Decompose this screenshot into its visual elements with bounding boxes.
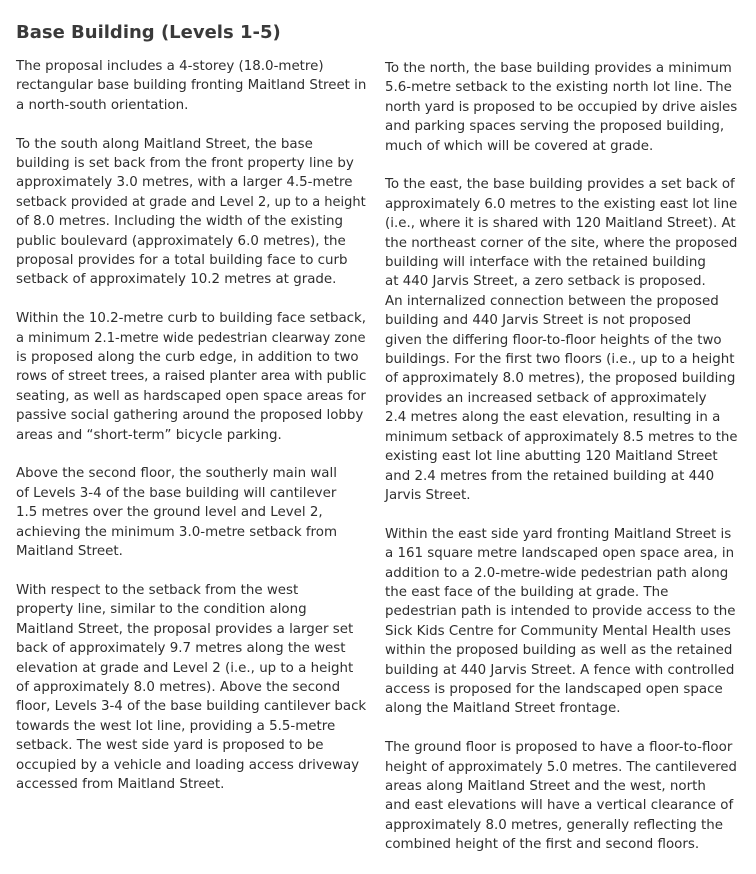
text-line: is proposed along the curb edge, in addition to two: [16, 350, 359, 366]
text-line: addition to a 2.0-metre-wide pedestrian path along: [385, 565, 729, 581]
text-line: To the south along Maitland Street, the base: [16, 136, 313, 152]
text-line: proposal provides for a total building face to curb: [16, 253, 348, 269]
text-line: the northeast corner of the site, where the proposed: [385, 235, 738, 251]
text-line: access is proposed for the landscaped open space: [385, 681, 723, 697]
text-line: setback. The west side yard is proposed to be: [16, 738, 324, 754]
paragraph: [16, 57, 366, 115]
text-line: of approximately 8.0 metres), the proposed building: [385, 371, 736, 387]
paragraph: [385, 175, 737, 505]
text-line: elevation at grade and Level 2 (i.e., up to a height: [16, 660, 354, 676]
text-line: along the Maitland Street frontage.: [385, 701, 621, 717]
text-line: seating, as well as hardscaped open space areas for: [16, 388, 366, 404]
text-line: the east face of the building at grade. The: [385, 584, 669, 600]
text-line: within the proposed building as well as the retained: [385, 643, 733, 659]
text-line: setback provided at grade and Level 2, up to a height: [16, 194, 366, 210]
text-line: Maitland Street, the proposal provides a larger set: [16, 621, 354, 637]
text-line: setback of approximately 10.2 metres at grade.: [16, 272, 337, 288]
text-line: Within the 10.2-metre curb to building face setback,: [16, 311, 366, 327]
text-line: pedestrian path is intended to provide access to the: [385, 604, 736, 620]
text-line: 1.5 metres over the ground level and Level 2,: [16, 505, 323, 521]
text-line: combined height of the first and second floors.: [385, 837, 700, 853]
text-line: buildings. For the first two floors (i.e., up to a height: [385, 352, 735, 368]
text-line: Jarvis Street.: [385, 487, 471, 503]
text-line: areas along Maitland Street and the west, north: [385, 778, 706, 794]
text-line: approximately 3.0 metres, with a larger 4.5-metre: [16, 175, 353, 191]
text-line: To the east, the base building provides a set back of: [385, 177, 735, 193]
text-line: approximately 8.0 metres, generally reflecting the: [385, 817, 723, 833]
text-line: areas and “short-term” bicycle parking.: [16, 427, 282, 443]
text-line: towards the west lot line, providing a 5.5-metre: [16, 718, 336, 734]
text-line: Maitland Street.: [16, 544, 123, 560]
text-line: accessed from Maitland Street.: [16, 776, 225, 792]
section-heading: Base Building (Levels 1-5): [16, 22, 281, 43]
text-line: (i.e., where it is shared with 120 Maitland Street). At: [385, 216, 736, 232]
text-line: and parking spaces serving the proposed building,: [385, 119, 725, 135]
text-line: property line, similar to the condition along: [16, 602, 307, 618]
paragraph: [385, 738, 737, 854]
text-line: The ground floor is proposed to have a floor-to-floor: [385, 740, 733, 756]
right-text-column: [385, 59, 737, 874]
text-line: north yard is proposed to be occupied by drive aisles: [385, 99, 738, 115]
text-line: floor, Levels 3-4 of the base building cantilever back: [16, 699, 367, 715]
paragraph: [16, 309, 366, 445]
text-line: 5.6-metre setback to the existing north lot line. The: [385, 80, 732, 96]
text-line: at 440 Jarvis Street, a zero setback is proposed.: [385, 274, 706, 290]
paragraph: [16, 135, 366, 290]
text-line: back of approximately 9.7 metres along the west: [16, 641, 346, 657]
paragraph: [385, 59, 737, 156]
text-line: Above the second floor, the southerly main wall: [16, 466, 337, 482]
paragraph: [385, 525, 737, 719]
text-line: rows of street trees, a raised planter area with public: [16, 369, 367, 385]
text-line: much of which will be covered at grade.: [385, 138, 654, 154]
text-line: a north-south orientation.: [16, 97, 189, 113]
paragraph: [16, 581, 366, 794]
text-line: of approximately 8.0 metres). Above the second: [16, 679, 341, 695]
text-line: The proposal includes a 4-storey (18.0-metre): [16, 59, 324, 74]
text-line: and 2.4 metres from the retained building at 440: [385, 468, 715, 484]
left-text-column: [16, 57, 366, 814]
text-line: minimum setback of approximately 8.5 metres to the: [385, 429, 738, 445]
text-line: An internalized connection between the proposed: [385, 293, 719, 309]
text-line: public boulevard (approximately 6.0 metres), the: [16, 233, 346, 249]
text-line: of Levels 3-4 of the base building will cantilever: [16, 485, 337, 501]
text-line: given the differing floor-to-floor heights of the two: [385, 332, 722, 348]
text-line: building and 440 Jarvis Street is not proposed: [385, 313, 692, 329]
text-line: building will interface with the retained building: [385, 255, 706, 271]
text-line: Sick Kids Centre for Community Mental Health uses: [385, 623, 731, 639]
text-line: occupied by a vehicle and loading access driveway: [16, 757, 360, 773]
text-line: 2.4 metres along the east elevation, resulting in a: [385, 410, 721, 426]
paragraph: [16, 464, 366, 561]
text-line: To the north, the base building provides a minimum: [385, 61, 732, 76]
text-line: Within the east side yard fronting Maitland Street is: [385, 526, 732, 542]
text-line: of 8.0 metres. Including the width of the existing: [16, 214, 344, 230]
text-line: approximately 6.0 metres to the existing east lot line: [385, 196, 738, 212]
text-line: passive social gathering around the proposed lobby: [16, 408, 364, 424]
text-line: a 161 square metre landscaped open space area, in: [385, 546, 735, 562]
text-line: building is set back from the front property line by: [16, 156, 354, 172]
text-line: existing east lot line abutting 120 Maitland Street: [385, 449, 718, 465]
text-line: height of approximately 5.0 metres. The cantilevered: [385, 759, 737, 775]
text-line: With respect to the setback from the west: [16, 582, 299, 598]
text-line: achieving the minimum 3.0-metre setback from: [16, 524, 338, 540]
text-line: provides an increased setback of approximately: [385, 390, 707, 406]
text-line: rectangular base building fronting Maitland Street in: [16, 78, 367, 94]
text-line: and east elevations will have a vertical clearance of: [385, 798, 734, 814]
text-line: a minimum 2.1-metre wide pedestrian clearway zone: [16, 330, 366, 346]
text-line: building at 440 Jarvis Street. A fence with controlled: [385, 662, 735, 678]
